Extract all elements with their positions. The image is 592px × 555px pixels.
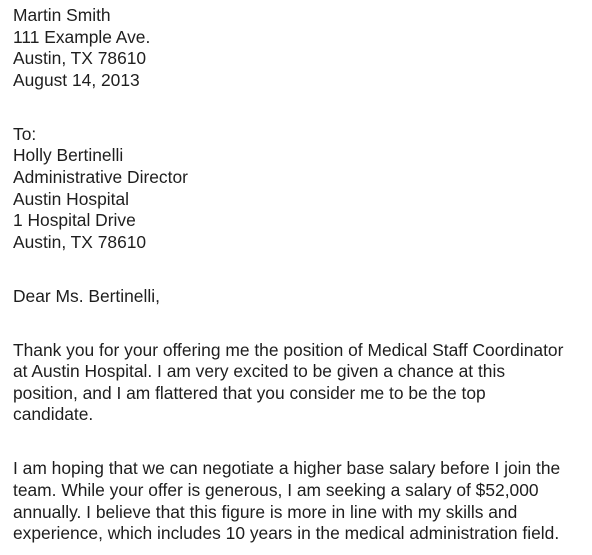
paragraph-line: I am hoping that we can negotiate a higher base salary before I join the bbox=[13, 458, 561, 479]
recipient-address: 1 Hospital Drive bbox=[13, 210, 136, 231]
paragraph-line: team. While your offer is generous, I am seeking a salary of $52,000 bbox=[13, 480, 539, 501]
recipient-name: Holly Bertinelli bbox=[13, 145, 124, 166]
recipient-label: To: bbox=[13, 123, 37, 144]
paragraph-line: candidate. bbox=[13, 404, 94, 425]
paragraph-line: annually. I believe that this figure is more in line with my skills and bbox=[13, 501, 518, 522]
paragraph-line: position, and I am flattered that you consider me to be the top bbox=[13, 382, 486, 403]
letter-date: August 14, 2013 bbox=[13, 69, 140, 90]
sender-block bbox=[13, 5, 588, 91]
paragraph-offer-thanks bbox=[13, 340, 588, 426]
paragraph-line: Thank you for your offering me the position of Medical Staff Coordinator bbox=[13, 339, 564, 360]
recipient-block bbox=[13, 124, 588, 254]
paragraph-line: at Austin Hospital. I am very excited to be given a chance at this bbox=[13, 361, 506, 382]
salutation: Dear Ms. Bertinelli, bbox=[13, 285, 160, 306]
letter-document bbox=[13, 5, 588, 545]
paragraph-line: experience, which includes 10 years in the medical administration field. bbox=[13, 523, 560, 544]
sender-name: Martin Smith bbox=[13, 5, 111, 25]
recipient-title: Administrative Director bbox=[13, 166, 188, 187]
recipient-city-state-zip: Austin, TX 78610 bbox=[13, 231, 147, 252]
sender-city-state-zip: Austin, TX 78610 bbox=[13, 48, 147, 69]
recipient-organization: Austin Hospital bbox=[13, 188, 129, 209]
paragraph-salary-request bbox=[13, 458, 588, 544]
sender-address: 111 Example Ave. bbox=[13, 26, 151, 47]
